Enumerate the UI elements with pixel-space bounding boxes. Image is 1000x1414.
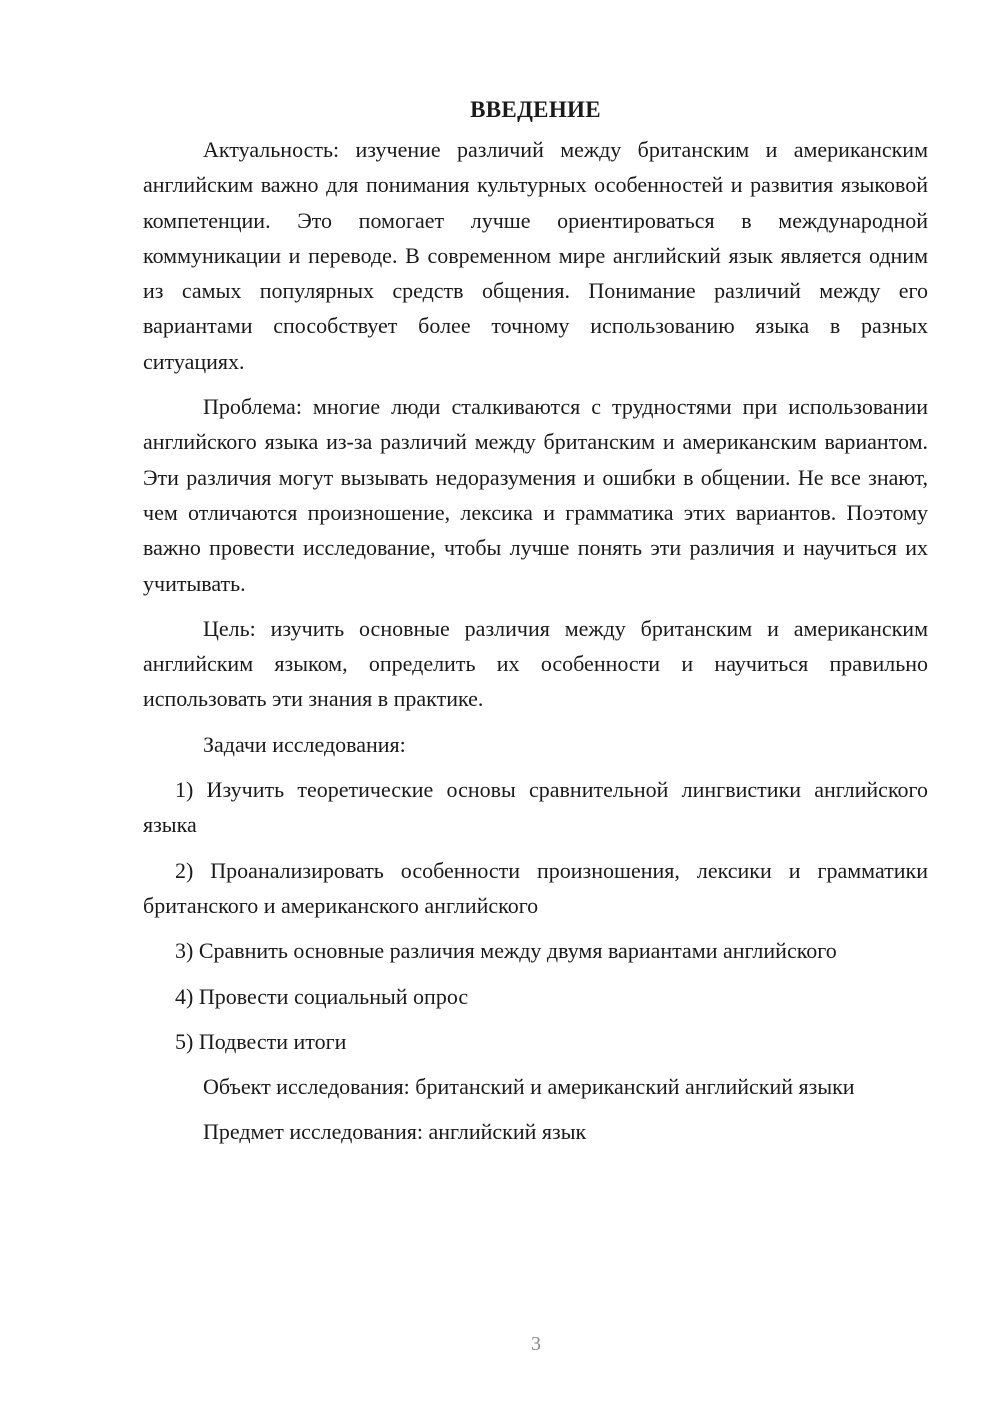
- page-title: ВВЕДЕНИЕ: [470, 97, 601, 122]
- tasks-list: [143, 772, 928, 1059]
- document-page: [143, 92, 928, 1160]
- list-item: 5) Подвести итоги: [175, 1028, 347, 1054]
- paragraph-subject: Предмет исследования: английский язык: [203, 1119, 587, 1145]
- list-item: 1) Изучить теоретические основы сравнительной лингвистики английского языка: [143, 777, 928, 838]
- paragraph-problem: Проблема: многие люди сталкиваются с трудностями при использовании английского языка из-за различий между британским и американским вариантом. Эти различия могут вызывать недоразумения и ошибки в общении. Не все знают, чем отличаются произношение, лексика и грамматика этих вариантов. Поэтому важно провести исследование, чтобы лучше понять эти различия и научиться их учитывать.: [143, 394, 928, 596]
- page-number: 3: [531, 1333, 541, 1355]
- paragraph-goal: Цель: изучить основные различия между британским и американским английским языком, определить их особенности и научиться правильно использовать эти знания в практике.: [143, 615, 928, 712]
- paragraph-relevance: Актуальность: изучение различий между британским и американским английским важно для понимания культурных особенностей и развития языковой компетенции. Это помогает лучше ориентироваться в международной коммуникации и переводе. В современном мире английский язык является одним из самых популярных средств общения. Понимание различий между его вариантами способствует более точному использованию языка в разных ситуациях.: [143, 137, 928, 374]
- tasks-title: Задачи исследования:: [203, 731, 406, 757]
- list-item: 3) Сравнить основные различия между двумя вариантами английского: [175, 938, 837, 964]
- list-item: 2) Проанализировать особенности произношения, лексики и грамматики британского и американского английского: [143, 857, 928, 918]
- paragraph-object: Объект исследования: британский и американский английский языки: [203, 1074, 855, 1100]
- list-item: 4) Провести социальный опрос: [175, 983, 469, 1009]
